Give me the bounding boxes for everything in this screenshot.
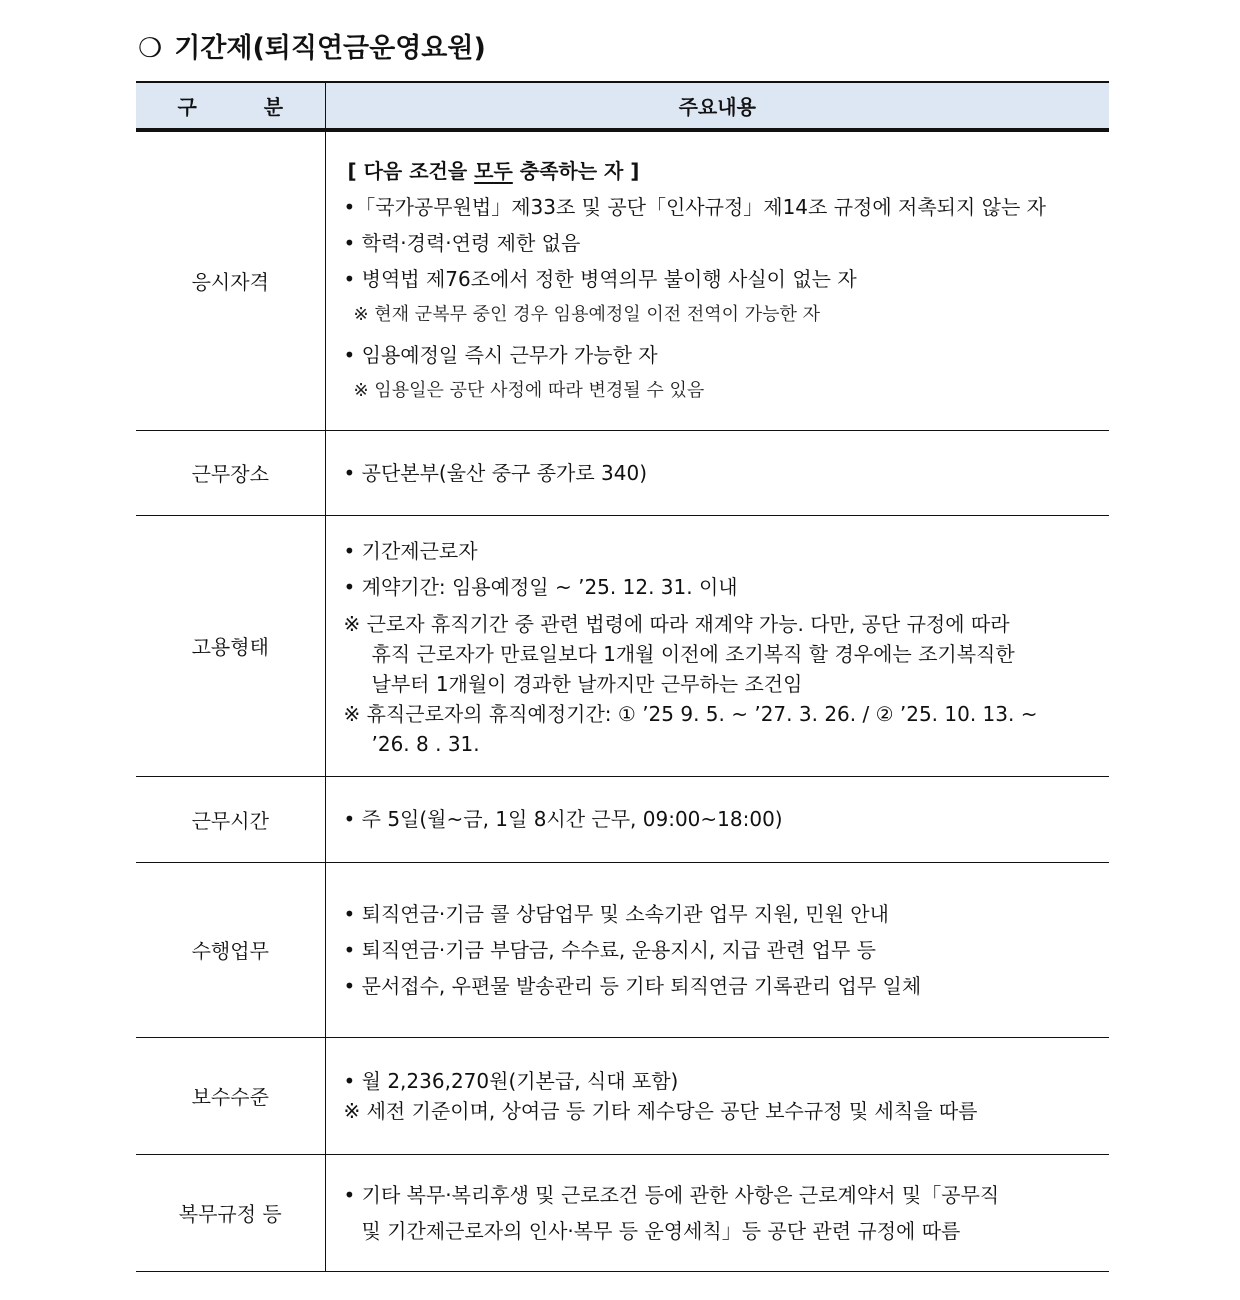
circle-bullet-icon: ❍ bbox=[138, 33, 163, 64]
row-label-salary: 보수수준 bbox=[136, 1037, 325, 1154]
employment-note-1-line-1: ※ 근로자 휴직기간 중 관련 법령에 따라 재계약 가능. 다만, 공단 규정에 따라 bbox=[343, 611, 1010, 636]
employment-note-2-line-2: ’26. 8 . 31. bbox=[371, 731, 480, 756]
row-content-service bbox=[325, 1154, 1109, 1271]
row-label-duties: 수행업무 bbox=[136, 862, 325, 1037]
row-label-employment: 고용형태 bbox=[136, 515, 325, 776]
employment-line-2: • 계약기간: 임용예정일 ~ ’25. 12. 31. 이내 bbox=[343, 574, 738, 599]
table-header-row bbox=[136, 82, 1109, 130]
salary-line-2: ※ 세전 기준이며, 상여금 등 기타 제수당은 공단 보수규정 및 세칙을 따름 bbox=[343, 1098, 978, 1123]
qualification-note-2: ※ 임용일은 공단 사정에 따라 변경될 수 있음 bbox=[353, 379, 705, 401]
qualification-note-1: ※ 현재 군복무 중인 경우 임용예정일 이전 전역이 가능한 자 bbox=[353, 303, 820, 325]
hours-line: • 주 5일(월~금, 1일 8시간 근무, 09:00~18:00) bbox=[343, 807, 783, 831]
salary-line-1: • 월 2,236,270원(기본급, 식대 포함) bbox=[343, 1068, 679, 1093]
row-label-service: 복무규정 등 bbox=[136, 1154, 325, 1271]
workplace-line: • 공단본부(울산 중구 종가로 340) bbox=[343, 460, 648, 485]
table-row-service bbox=[136, 1154, 1109, 1271]
service-line-1: • 기타 복무·복리후생 및 근로조건 등에 관한 사항은 근로계약서 및「공무직 bbox=[343, 1182, 1000, 1207]
employment-note-2-line-1: ※ 휴직근로자의 휴직예정기간: ① ’25 9. 5. ~ ’27. 3. 26. / ② ’25. 10. 13. ~ bbox=[343, 701, 1038, 726]
header-main-content: 주요내용 bbox=[325, 82, 1109, 130]
employment-note-1-line-2: 휴직 근로자가 만료일보다 1개월 이전에 조기복직 할 경우에는 조기복직한 bbox=[371, 641, 1015, 666]
row-content-workplace bbox=[325, 430, 1109, 515]
employment-note-1-line-3: 날부터 1개월이 경과한 날까지만 근무하는 조건임 bbox=[371, 671, 803, 696]
table-row-duties bbox=[136, 862, 1109, 1037]
employment-line-1: • 기간제근로자 bbox=[343, 538, 478, 563]
row-label-hours: 근무시간 bbox=[136, 776, 325, 862]
row-content-hours bbox=[325, 776, 1109, 862]
qualification-line-3: • 병역법 제76조에서 정한 병역의무 불이행 사실이 없는 자 bbox=[343, 266, 857, 291]
table-row-workplace bbox=[136, 430, 1109, 515]
qualification-line-4: • 임용예정일 즉시 근무가 가능한 자 bbox=[343, 342, 658, 367]
header-category: 구 분 bbox=[136, 82, 325, 130]
page-title-text: 기간제(퇴직연금운영요원) bbox=[174, 33, 486, 64]
row-content-duties bbox=[325, 862, 1109, 1037]
duties-line-3: • 문서접수, 우편물 발송관리 등 기타 퇴직연금 기록관리 업무 일체 bbox=[343, 973, 922, 998]
table-row-qualification bbox=[136, 130, 1109, 430]
table-row-employment bbox=[136, 515, 1109, 776]
duties-line-1: • 퇴직연금·기금 콜 상담업무 및 소속기관 업무 지원, 민원 안내 bbox=[343, 901, 889, 926]
table-row-hours bbox=[136, 776, 1109, 862]
table-row-salary bbox=[136, 1037, 1109, 1154]
duties-line-2: • 퇴직연금·기금 부담금, 수수료, 운용지시, 지급 관련 업무 등 bbox=[343, 937, 876, 962]
row-content-salary bbox=[325, 1037, 1109, 1154]
row-label-workplace: 근무장소 bbox=[136, 430, 325, 515]
qualification-line-1: •「국가공무원법」제33조 및 공단「인사규정」제14조 규정에 저촉되지 않는 자 bbox=[343, 194, 1046, 219]
qualification-header: [ 다음 조건을 모두 충족하는 자 ] bbox=[347, 158, 640, 183]
service-line-2: 및 기간제근로자의 인사·복무 등 운영세칙」등 공단 관련 규정에 따름 bbox=[361, 1218, 961, 1243]
recruitment-info-table bbox=[136, 81, 1109, 1272]
row-label-qualification: 응시자격 bbox=[136, 130, 325, 430]
row-content-qualification bbox=[325, 130, 1109, 430]
qualification-line-2: • 학력·경력·연령 제한 없음 bbox=[343, 230, 581, 255]
row-content-employment bbox=[325, 515, 1109, 776]
page-title bbox=[138, 26, 486, 65]
emphasis-all: 모두 bbox=[474, 158, 513, 183]
